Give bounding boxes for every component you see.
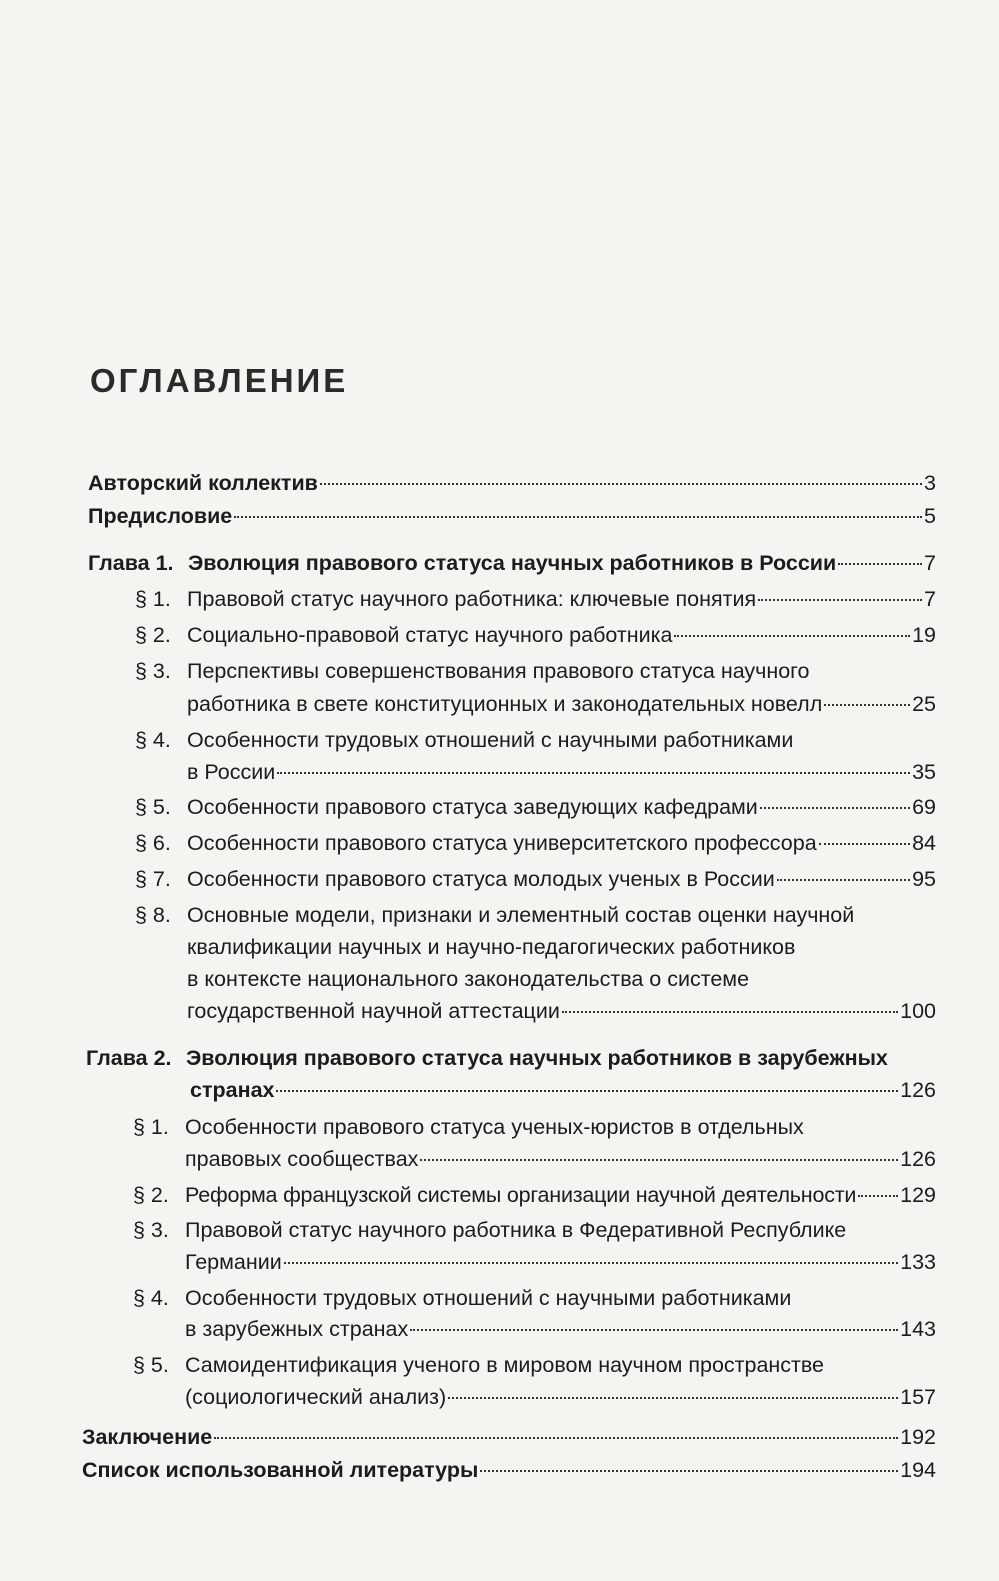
- toc-entry-title-line2: (социологический анализ): [185, 1385, 447, 1409]
- toc-entry-title: Особенности правового статуса заведующих кафедрами: [187, 795, 758, 819]
- toc-chapter-1[interactable]: [88, 548, 936, 578]
- toc-section-1-8-cont-1[interactable]: [187, 932, 936, 962]
- dot-leader: [562, 1011, 898, 1013]
- dot-leader: [214, 1437, 898, 1439]
- section-number: § 2.: [135, 623, 171, 647]
- toc-section-2-3-cont[interactable]: [185, 1247, 936, 1277]
- dot-leader: [758, 599, 922, 601]
- chapter-number: Глава 2.: [86, 1046, 172, 1070]
- toc-page-number: 25: [912, 692, 936, 716]
- toc-section-2-1[interactable]: [133, 1112, 936, 1142]
- toc-entry-title: Авторский коллектив: [88, 471, 318, 495]
- dot-leader: [410, 1329, 898, 1331]
- toc-section-1-7[interactable]: [135, 864, 936, 894]
- dot-leader: [838, 563, 922, 565]
- chapter-number: Глава 1.: [88, 551, 174, 575]
- toc-entry-title-line1: Основные модели, признаки и элементный состав оценки научной: [187, 903, 855, 927]
- toc-section-1-5[interactable]: [135, 792, 936, 822]
- toc-section-2-4-cont[interactable]: [185, 1314, 936, 1344]
- toc-section-1-2[interactable]: [135, 620, 936, 650]
- dot-leader: [284, 1262, 898, 1264]
- toc-chapter-2-cont[interactable]: [190, 1075, 936, 1105]
- toc-page-number: 126: [900, 1078, 936, 1102]
- dot-leader: [320, 483, 922, 485]
- toc-entry-conclusion[interactable]: [82, 1422, 936, 1452]
- toc-entry-title: Эволюция правового статуса научных работников в России: [188, 551, 837, 575]
- toc-page-number: 157: [900, 1385, 936, 1409]
- toc-page-number: 7: [924, 587, 936, 611]
- toc-entry-title-line1: Эволюция правового статуса научных работников в зарубежных: [186, 1046, 888, 1070]
- toc-page-number: 7: [924, 551, 936, 575]
- toc-entry-title-line1: Особенности трудовых отношений с научными работниками: [187, 728, 794, 752]
- toc-page-number: 95: [912, 867, 936, 891]
- toc-section-1-8[interactable]: [135, 900, 936, 930]
- toc-section-2-4[interactable]: [133, 1283, 936, 1313]
- dot-leader: [234, 516, 922, 518]
- toc-entry-authors[interactable]: [88, 468, 936, 498]
- toc-entry-title: Предисловие: [88, 504, 233, 528]
- section-number: § 3.: [133, 1218, 169, 1242]
- toc-section-2-2[interactable]: [133, 1180, 936, 1210]
- toc-page-number: 133: [900, 1250, 936, 1274]
- toc-entry-title: Правовой статус научного работника: ключевые понятия: [187, 587, 757, 611]
- dot-leader: [420, 1159, 898, 1161]
- section-number: § 8.: [135, 903, 171, 927]
- section-number: § 6.: [135, 831, 171, 855]
- toc-page-number: 35: [912, 760, 936, 784]
- toc-section-1-4[interactable]: [135, 725, 936, 755]
- toc-entry-title-line1: Перспективы совершенствования правового статуса научного: [187, 659, 810, 683]
- toc-page-number: 194: [900, 1458, 936, 1482]
- toc-page-number: 5: [924, 504, 936, 528]
- toc-section-1-4-cont[interactable]: [187, 757, 936, 787]
- toc-entry-bibliography[interactable]: [82, 1455, 936, 1485]
- toc-section-1-1[interactable]: [135, 584, 936, 614]
- toc-section-1-3-cont[interactable]: [187, 689, 936, 719]
- dot-leader: [824, 704, 910, 706]
- toc-entry-title: Реформа французской системы организации научной деятельности: [185, 1183, 857, 1207]
- section-number: § 5.: [135, 795, 171, 819]
- toc-section-2-3[interactable]: [133, 1215, 936, 1245]
- toc-section-1-8-cont-3[interactable]: [187, 996, 936, 1026]
- toc-entry-title-line1: Особенности правового статуса ученых-юристов в отдельных: [185, 1115, 804, 1139]
- toc-entry-title-line2: квалификации научных и научно-педагогических работников: [187, 935, 796, 959]
- toc-entry-title-line2: правовых сообществах: [185, 1147, 419, 1171]
- toc-page-number: 129: [900, 1183, 936, 1207]
- toc-page-number: 19: [912, 623, 936, 647]
- toc-entry-title-line1: Правовой статус научного работника в Федеративной Республике: [185, 1218, 847, 1242]
- toc-entry-title-line3: в контексте национального законодательства о системе: [187, 967, 750, 991]
- dot-leader: [777, 879, 910, 881]
- section-number: § 4.: [135, 728, 171, 752]
- toc-page-number: 143: [900, 1317, 936, 1341]
- toc-section-2-1-cont[interactable]: [185, 1144, 936, 1174]
- toc-entry-title-line2: в России: [187, 760, 276, 784]
- dot-leader: [276, 1090, 898, 1092]
- toc-entry-title: Особенности правового статуса университетского профессора: [187, 831, 817, 855]
- section-number: § 1.: [135, 587, 171, 611]
- toc-entry-title: Социально-правовой статус научного работника: [187, 623, 673, 647]
- toc-entry-title: Особенности правового статуса молодых ученых в России: [187, 867, 775, 891]
- toc-section-2-5[interactable]: [133, 1350, 936, 1380]
- toc-page-number: 192: [900, 1425, 936, 1449]
- dot-leader: [480, 1470, 898, 1472]
- toc-section-2-5-cont[interactable]: [185, 1382, 936, 1412]
- section-number: § 7.: [135, 867, 171, 891]
- section-number: § 4.: [133, 1286, 169, 1310]
- dot-leader: [277, 772, 910, 774]
- toc-entry-title: Заключение: [82, 1425, 213, 1449]
- toc-page-number: 3: [924, 471, 936, 495]
- toc-section-1-8-cont-2[interactable]: [187, 964, 936, 994]
- dot-leader: [760, 807, 910, 809]
- toc-entry-title: Список использованной литературы: [82, 1458, 479, 1482]
- toc-page-number: 84: [912, 831, 936, 855]
- dot-leader: [448, 1397, 898, 1399]
- toc-section-1-3[interactable]: [135, 656, 936, 686]
- toc-entry-title-line2: в зарубежных странах: [185, 1317, 409, 1341]
- toc-entry-title-line2: странах: [190, 1078, 275, 1102]
- section-number: § 2.: [133, 1183, 169, 1207]
- section-number: § 3.: [135, 659, 171, 683]
- toc-entry-title-line1: Особенности трудовых отношений с научными работниками: [185, 1286, 792, 1310]
- dot-leader: [858, 1195, 898, 1197]
- toc-entry-title-line4: государственной научной аттестации: [187, 999, 560, 1023]
- page-title: ОГЛАВЛЕНИЕ: [90, 362, 349, 399]
- toc-page-number: 69: [912, 795, 936, 819]
- toc-page-number: 100: [900, 999, 936, 1023]
- section-number: § 1.: [133, 1115, 169, 1139]
- toc-entry-title-line2: работника в свете конституционных и законодательных новелл: [187, 692, 823, 716]
- toc-entry-title-line1: Самоидентификация ученого в мировом научном пространстве: [185, 1353, 825, 1377]
- toc-entry-preface[interactable]: [88, 501, 936, 531]
- toc-entry-title-line2: Германии: [185, 1250, 282, 1274]
- toc-chapter-2[interactable]: [86, 1043, 936, 1073]
- dot-leader: [674, 635, 910, 637]
- dot-leader: [819, 843, 910, 845]
- toc-section-1-6[interactable]: [135, 828, 936, 858]
- section-number: § 5.: [133, 1353, 169, 1377]
- toc-page-number: 126: [900, 1147, 936, 1171]
